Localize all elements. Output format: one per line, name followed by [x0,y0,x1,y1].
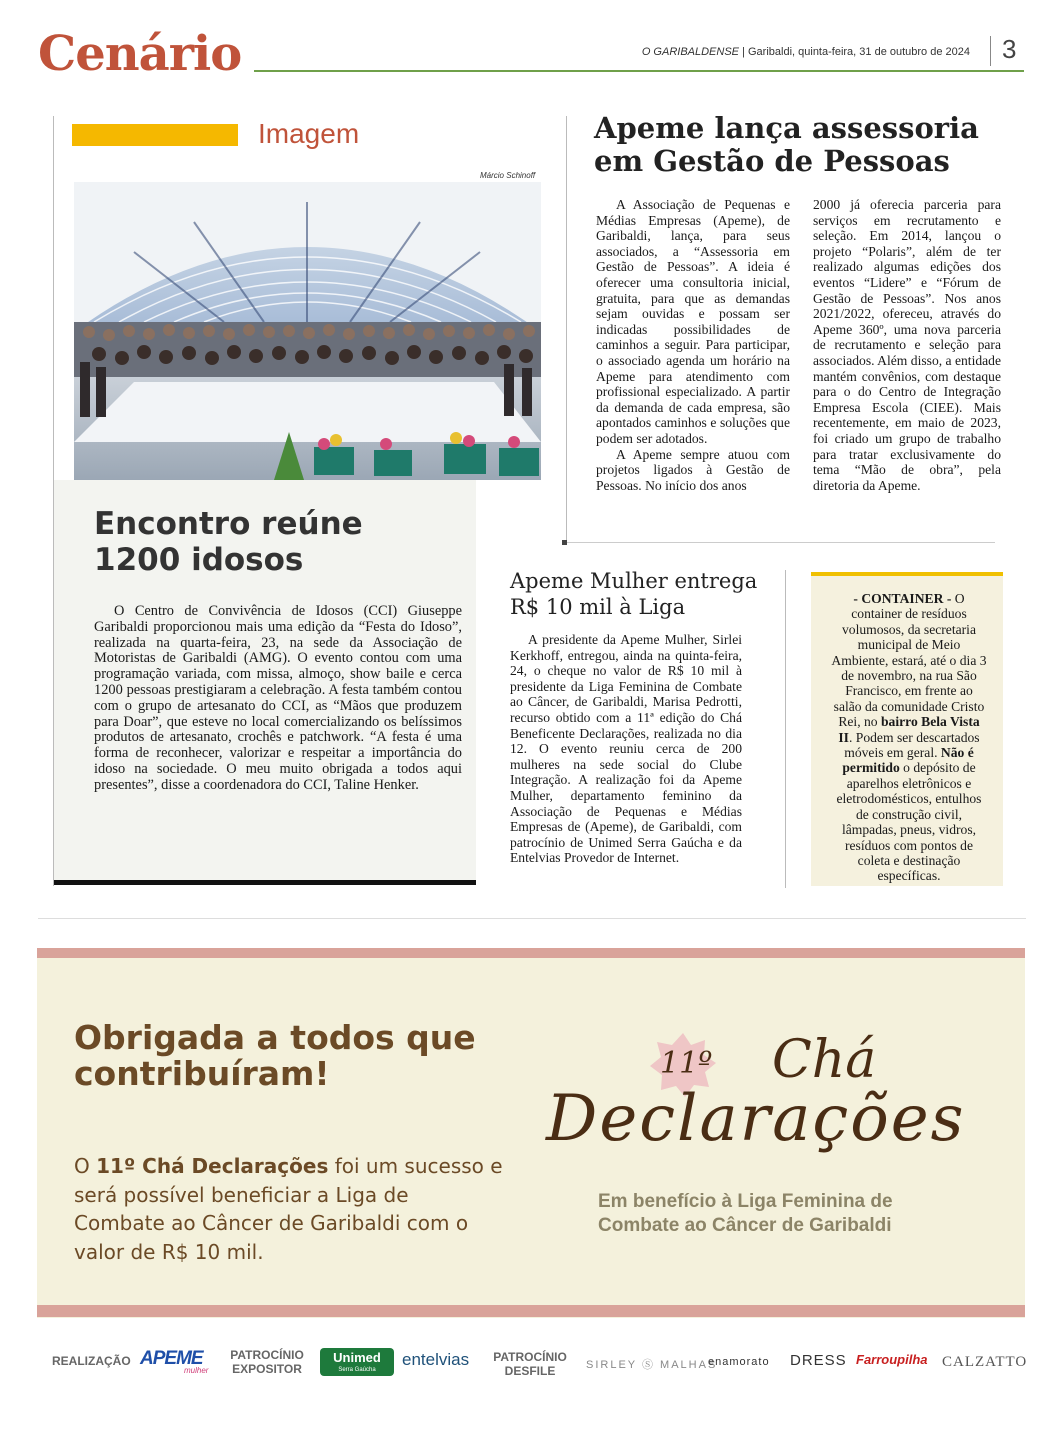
apeme-headline: Apeme lança assessoria em Gestão de Pessoas [594,111,979,178]
sirley-malhas-logo: SIRLEY Ⓢ MALHAS [586,1359,718,1371]
container-bold-1: bairro Bela Vista II [838,714,980,745]
container-label: - CONTAINER - [853,591,952,606]
apeme-column-1 [596,197,790,493]
section-title: Cenário [38,26,242,82]
dress-logo: DRESS [790,1352,847,1369]
apeme-mulher-logo-sub: mulher [184,1366,209,1375]
calzatto-logo: CALZATTO [942,1354,1028,1370]
dateline [642,46,970,58]
page-divider [38,918,1026,919]
column-rule-right [785,570,786,888]
mulher-paragraph: A presidente da Apeme Mulher, Sirlei Kerkhoff, entregou, ainda na quinta-feira, 24, o cheque no valor de R$ 10 mil à presidente da Liga Feminina de Combate ao Câncer, de Garibaldi, Marisa Pedrotti, recurso obtido com a 11ª edição do Chá Beneficente Declarações, realizada no dia 12. O evento reuniu cerca de 200 mulheres na sede social do Clube Integração. A realização foi da Apeme Mulher, departamento feminino da Associação de Pequenas e Médias Empresas de (Apeme), de Garibaldi, com patrocínio de Unimed Serra Gaúcha e da Entelvias Provedor de Internet. [510,632,742,866]
newspaper-name: O GARIBALDENSE [641,46,740,58]
page-number: 3 [1002,34,1017,64]
event-photo-illustration [74,182,541,480]
apeme-bottom-rule [567,542,995,543]
mulher-body [510,632,742,866]
mulher-headline: Apeme Mulher entrega R$ 10 mil à Liga [510,569,758,619]
ad-desc-start: O [74,1154,97,1178]
story-box-bottom-rule [54,880,476,885]
encontro-headline-line2: 1200 idosos [94,542,304,578]
event-photo [74,182,541,480]
dateline-separator: | [742,46,745,58]
apeme-paragraph-2: A Apeme sempre atuou com projetos ligados à Gestão de Pessoas. No início dos anos [596,446,790,493]
photo-credit: Márcio Schinoff [480,171,536,180]
unimed-logo-sub: Serra Gaúcha [338,1367,376,1373]
sponsor-label-realizacao: REALIZAÇÃO [52,1354,131,1368]
sponsor-label-expositor: PATROCÍNIO EXPOSITOR [230,1348,304,1376]
ad-thanks-heading: Obrigada a todos que contribuíram! [74,1018,476,1093]
container-bold-2: Não é permitido [842,745,974,776]
ad-bottom-band [37,1305,1025,1317]
ad-edition-number: 11º [660,1046,713,1081]
page-number-divider [990,36,991,66]
dateline-text: Garibaldi, quinta-feira, 31 de outubro de 2024 [748,46,970,58]
container-text-2: . Podem ser descartados móveis em geral. [844,729,980,761]
ad-top-band [37,948,1025,958]
ad-desc-end: foi um sucesso e será possível beneficiar a Liga de Combate ao Câncer de Garibaldi com o valor de R$ 10 mil. [74,1154,503,1264]
ad-desc-event: 11º Chá Declarações [96,1154,329,1178]
encontro-paragraph: O Centro de Convivência de Idosos (CCI) Giuseppe Garibaldi proporcionou mais uma edição da “Festa do Idoso”, realizada na quarta-feira, 23, na sede da Associação de Motoristas de Garibaldi (AMG). O evento contou com uma programação variada, com missa, almoço, show baile e cerca 1200 pessoas prestigiaram a celebração. A festa também contou com o grupo de artesanato do CCI, as “Mãos que produzem para Doar”, que esteve no local comercializando os belíssimos produtos de artesanato, crochês e patchwork. “A festa é uma forma de reconhecer, valorizar e respeitar a importância do idoso na sociedade. O meu muito obrigada a todos aqui presentes”, disse a coordenadora do CCI, Taline Henker. [94,603,462,793]
encontro-headline-line1: Encontro reúne [94,506,363,542]
ad-logo-cha: Chá [772,1030,877,1090]
container-text-3: o depósito de aparelhos eletrônicos e eletrodomésticos, entulhos de construção civil, lâmpadas, pneus, vidros, resíduos com pontos de coleta e destinação específicas. [836,760,982,884]
apeme-mulher-logo: APEME [140,1348,203,1369]
apeme-column-2: 2000 já oferecia parceria para serviços em recrutamento e seleção. Em 2014, lançou o projeto “Polaris”, além de ter realizado algumas edições dos eventos “Lidere” e “Fórum de Gestão de Pessoas”. Nos anos 2021/2022, ofereceu, através do Apeme 360º, uma nova parceria de recrutamento e seleção para associados. Além disso, a entidade mantém convênios, com destaque para o do Centro de Integração Empresa Escola (CIEE). Mais recentemente, em maio de 2023, foi criado um grupo de trabalho para tratar exclusivamente do tema “Mão de obra”, pela diretoria da Apeme. [813,197,1002,493]
apeme-paragraph-1: A Associação de Pequenas e Médias Empresas (Apeme), de Garibaldi, lança, para seus associados, a “Assessoria em Gestão de Pessoas”. A ideia é oferecer uma consultoria inicial, gratuita, para que as demandas sejam ouvidas e possam ser indicadas possibilidades de caminhos a seguir. Para participar, o associado agenda um horário na Apeme para atendimento com profissional especializado. A partir da demanda de cada empresa, são apontados caminhos e soluções que podem ser adotados. [596,197,790,446]
imagem-label: Imagem [258,118,360,149]
encontro-body [94,604,462,794]
header-rule [254,70,1024,72]
container-notice-text [830,591,988,884]
enamorato-logo: enamorato [708,1356,770,1368]
entelvias-logo: entelvias [402,1350,470,1369]
ad-benefit-line: Em benefício à Liga Feminina de Combate ao Câncer de Garibaldi [598,1191,893,1236]
ad-logo-declaracoes: Declarações [546,1082,966,1156]
column-rule-middle [566,116,567,544]
unimed-logo [320,1348,394,1376]
unimed-logo-name: Unimed [333,1350,381,1365]
farroupilha-logo: Farroupilha [856,1352,928,1367]
ad-description [74,1152,504,1266]
sponsor-label-desfile: PATROCÍNIO DESFILE [493,1350,567,1378]
container-text-1: O container de resíduos volumosos, da secretaria municipal de Meio Ambiente, estará, até o dia 3 de novembro, na rua São Francisco, em frente ao salão da comunidade Cristo Rei, no [831,591,987,730]
imagem-accent-bar [72,124,238,146]
encontro-headline [94,506,454,578]
